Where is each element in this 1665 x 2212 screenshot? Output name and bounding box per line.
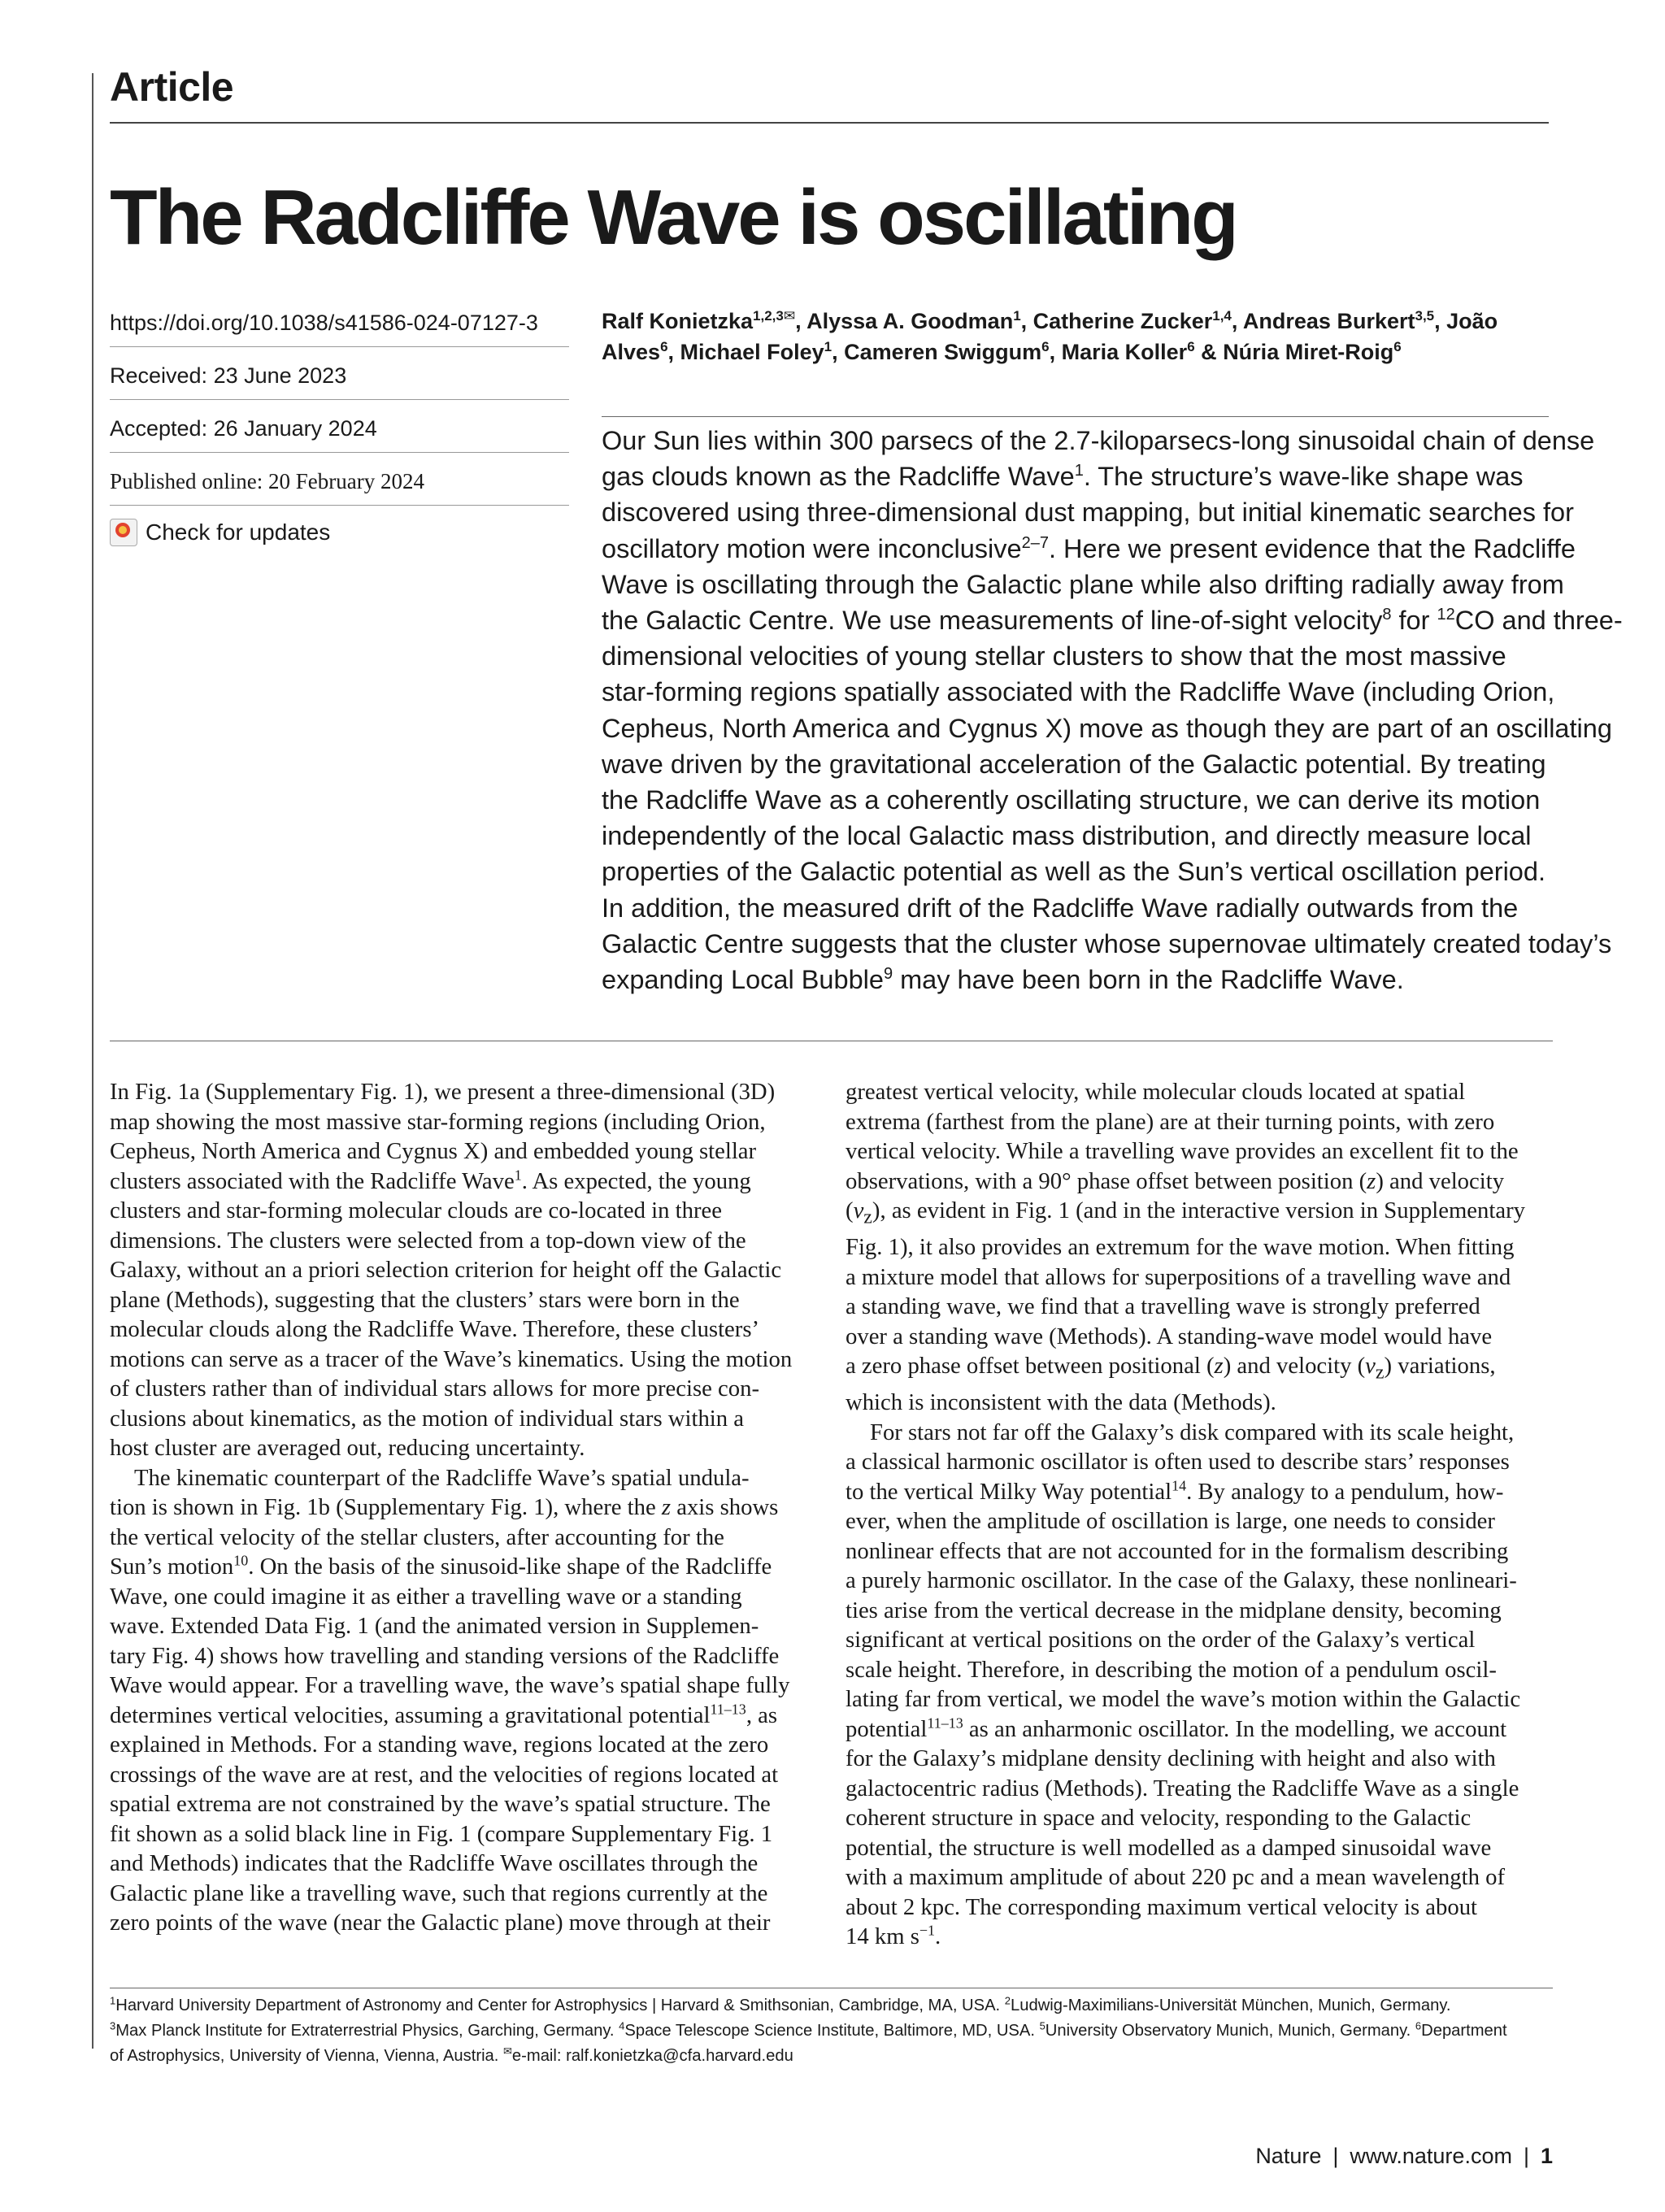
body-line: over a standing wave (Methods). A standing-wave model would have bbox=[846, 1323, 1493, 1349]
author[interactable] bbox=[1062, 340, 1195, 364]
body-line: Galactic plane like a travelling wave, such that regions currently at the bbox=[110, 1880, 768, 1906]
body-line: lating far from vertical, we model the wave’s motion within the Galactic bbox=[846, 1686, 1521, 1713]
author[interactable] bbox=[844, 340, 1050, 364]
body-line: and Methods) indicates that the Radcliffe Wave oscillates through the bbox=[110, 1850, 759, 1876]
abstract-line: dimensional velocities of young stellar clusters to show that the most massive bbox=[602, 641, 1506, 671]
body-line: potential, the structure is well modelled as a damped sinusoidal wave bbox=[846, 1834, 1492, 1861]
journal-website-link[interactable]: www.nature.com bbox=[1350, 2144, 1512, 2168]
author-affiliation: 1 bbox=[1013, 308, 1021, 324]
abstract-line: gas clouds known as the Radcliffe Wave$^1$. The structure’s wave-like shape was bbox=[602, 462, 1524, 492]
check-for-updates-button[interactable] bbox=[110, 519, 569, 546]
body-line: potential$^{11-13}$ as an anharmonic oscillator. In the modelling, we account bbox=[846, 1714, 1507, 1742]
abstract-line: Our Sun lies within 300 parsecs of the 2.7-kiloparsecs-long sinusoidal chain of dense bbox=[602, 426, 1595, 455]
author-name: Cameren Swiggum bbox=[844, 340, 1042, 364]
body-line: with a maximum amplitude of about 220 pc and a mean wavelength of bbox=[846, 1864, 1505, 1891]
author[interactable] bbox=[1243, 309, 1434, 333]
body-line: nonlinear effects that are not accounted for in the formalism describing bbox=[846, 1537, 1509, 1564]
check-for-updates-label: Check for updates bbox=[146, 519, 331, 545]
body-line: extrema (farthest from the plane) are at their turning points, with zero bbox=[846, 1108, 1495, 1135]
author-separator: , bbox=[1049, 340, 1062, 364]
page-number: 1 bbox=[1540, 2144, 1553, 2168]
author-name: Michael Foley bbox=[680, 340, 824, 364]
body-line: for the Galaxy’s midplane density declining with height and also with bbox=[846, 1745, 1496, 1772]
body-line: fit shown as a solid black line in Fig. 1 (compare Supplementary Fig. 1 bbox=[110, 1820, 773, 1847]
author-separator: , bbox=[667, 340, 680, 364]
abstract-line: Cepheus, North America and Cygnus X) move as though they are part of an oscillating bbox=[602, 713, 1612, 743]
article-metadata bbox=[110, 307, 569, 546]
author-affiliation: 1,2,3✉ bbox=[753, 308, 796, 324]
accepted-date: Accepted: 26 January 2024 bbox=[110, 413, 569, 453]
body-line: clusters and star-forming molecular clouds are co-located in three bbox=[110, 1197, 722, 1223]
received-date: Received: 23 June 2023 bbox=[110, 360, 569, 400]
body-line: a classical harmonic oscillator is often used to describe stars’ responses bbox=[846, 1449, 1510, 1475]
author-affiliation: 6 bbox=[1187, 339, 1195, 354]
author-affiliation: 6 bbox=[1041, 339, 1050, 354]
article-type-label: Article bbox=[110, 64, 234, 110]
body-line: a standing wave, we find that a travelling wave is strongly preferred bbox=[846, 1293, 1480, 1320]
body-line: zero points of the wave (near the Galactic plane) move through at their bbox=[110, 1910, 771, 1936]
abstract bbox=[602, 423, 1623, 997]
author-separator: , bbox=[832, 340, 845, 364]
body-line: spatial extrema are not constrained by the wave’s spatial structure. The bbox=[110, 1791, 771, 1817]
abstract-line: the Galactic Centre. We use measurements of line-of-sight velocity$^8$ for $^{12}$CO and three- bbox=[602, 606, 1623, 636]
footnote-line: $^1$Harvard University Department of Astronomy and Center for Astrophysics | Harvard & Smithsonian, Cambridge, MA, USA. $^2$Ludwig-Maximilians-Universität München, Munich, Germany. bbox=[110, 1994, 1451, 2014]
author-name: Andreas Burkert bbox=[1242, 309, 1415, 333]
author[interactable] bbox=[1033, 309, 1232, 333]
abstract-line: oscillatory motion were inconclusive$^{2-7}$. Here we present evidence that the Radcliffe bbox=[602, 533, 1576, 563]
author-name: João Alves bbox=[602, 309, 1498, 364]
body-line: Wave would appear. For a travelling wave, the wave’s spatial shape fully bbox=[110, 1672, 790, 1698]
body-line: The kinematic counterpart of the Radcliffe Wave’s spatial undula- bbox=[134, 1464, 750, 1491]
body-line: about 2 kpc. The corresponding maximum vertical velocity is about bbox=[846, 1893, 1478, 1920]
author-separator: , bbox=[1020, 309, 1033, 333]
body-line: of clusters rather than of individual stars allows for more precise con- bbox=[110, 1375, 760, 1402]
author-affiliation: 1 bbox=[824, 339, 832, 354]
body-line: scale height. Therefore, in describing the motion of a pendulum oscil- bbox=[846, 1656, 1497, 1683]
author[interactable] bbox=[680, 340, 832, 364]
body-line: Fig. 1), it also provides an extremum for the wave motion. When fitting bbox=[846, 1234, 1515, 1261]
author-affiliation: 6 bbox=[1393, 339, 1402, 354]
author-affiliation: 6 bbox=[660, 339, 668, 354]
abstract-line: independently of the local Galactic mass distribution, and directly measure local bbox=[602, 821, 1532, 851]
body-line: galactocentric radius (Methods). Treating the Radcliffe Wave as a single bbox=[846, 1775, 1519, 1801]
article-title: The Radcliffe Wave is oscillating bbox=[110, 174, 1237, 262]
body-line: For stars not far off the Galaxy’s disk compared with its scale height, bbox=[870, 1419, 1515, 1445]
body-line: host cluster are averaged out, reducing uncertainty. bbox=[110, 1435, 585, 1461]
body-line: observations, with a 90° phase offset between position (z) and velocity bbox=[846, 1167, 1505, 1194]
affiliations-footnote bbox=[110, 1993, 1553, 2069]
author-list bbox=[602, 306, 1553, 367]
margin-rule bbox=[92, 73, 93, 2049]
body-line: to the vertical Milky Way potential$^{14}$. By analogy to a pendulum, how- bbox=[846, 1477, 1504, 1505]
body-line: crossings of the wave are at rest, and the velocities of regions located at bbox=[110, 1761, 779, 1788]
abstract-line: Galactic Centre suggests that the cluster whose supernovae ultimately created today’s bbox=[602, 928, 1612, 958]
body-line: molecular clouds along the Radcliffe Wave. Therefore, these clusters’ bbox=[110, 1316, 760, 1342]
abstract-line: properties of the Galactic potential as well as the Sun’s vertical oscillation period. bbox=[602, 857, 1545, 887]
page-footer bbox=[1255, 2144, 1553, 2169]
footnote-line: of Astrophysics, University of Vienna, Vienna, Austria. ✉e-mail: ralf.konietzka@cfa.harvard.edu bbox=[110, 2045, 793, 2065]
author-name: Ralf Konietzka bbox=[602, 309, 754, 333]
abstract-line: the Radcliffe Wave as a coherently oscillating structure, we can derive its motion bbox=[602, 785, 1541, 815]
body-line: vertical velocity. While a travelling wave provides an excellent fit to the bbox=[846, 1138, 1519, 1164]
body-line: greatest vertical velocity, while molecular clouds located at spatial bbox=[846, 1079, 1466, 1105]
body-line: wave. Extended Data Fig. 1 (and the animated version in Supplemen- bbox=[110, 1613, 759, 1639]
body-line: tion is shown in Fig. 1b (Supplementary Fig. 1), where the z axis shows bbox=[110, 1494, 779, 1520]
body-line: explained in Methods. For a standing wave, regions located at the zero bbox=[110, 1732, 769, 1758]
body-line: dimensions. The clusters were selected from a top-down view of the bbox=[110, 1227, 746, 1254]
body-line: a purely harmonic oscillator. In the case of the Galaxy, these nonlineari- bbox=[846, 1567, 1517, 1594]
footer-separator: | bbox=[1523, 2144, 1529, 2168]
published-date: Published online: 20 February 2024 bbox=[110, 466, 569, 506]
title-rule bbox=[110, 122, 1549, 124]
body-line: the vertical velocity of the stellar clusters, after accounting for the bbox=[110, 1523, 724, 1550]
author[interactable] bbox=[1223, 340, 1401, 364]
author-name: Alyssa A. Goodman bbox=[806, 309, 1014, 333]
body-line: clusters associated with the Radcliffe Wave$^1$. As expected, the young bbox=[110, 1166, 751, 1194]
body-line: clusions about kinematics, as the motion of individual stars within a bbox=[110, 1405, 745, 1432]
abstract-line: In addition, the measured drift of the Radcliffe Wave radially outwards from the bbox=[602, 893, 1519, 923]
body-line: Wave, one could imagine it as either a travelling wave or a standing bbox=[110, 1583, 742, 1610]
body-line: plane (Methods), suggesting that the clusters’ stars were born in the bbox=[110, 1286, 740, 1313]
body-line: Sun’s motion$^{10}$. On the basis of the sinusoid-like shape of the Radcliffe bbox=[110, 1552, 772, 1580]
abstract-line: wave driven by the gravitational acceleration of the Galactic potential. By treating bbox=[602, 749, 1546, 779]
author[interactable] bbox=[806, 309, 1021, 333]
author-affiliation: 3,5 bbox=[1415, 308, 1435, 324]
body-line: $(v_z)$, as evident in Fig. 1 (and in the interactive version in Supplementary bbox=[846, 1197, 1525, 1228]
abstract-line: star-forming regions spatially associated with the Radcliffe Wave (including Orion, bbox=[602, 677, 1555, 707]
footnote-line: $^3$Max Planck Institute for Extraterrestrial Physics, Garching, Germany. $^4$Space Telescope Science Institute, Baltimore, MD, USA. $^5$University Observatory Munich, Munich, Germany. $^6$Department bbox=[110, 2019, 1507, 2040]
body-line: a zero phase offset between positional (z) and velocity $(v_z)$ variations, bbox=[846, 1353, 1496, 1384]
body-line: map showing the most massive star-forming regions (including Orion, bbox=[110, 1108, 766, 1135]
body-line: significant at vertical positions on the order of the Galaxy’s vertical bbox=[846, 1627, 1476, 1654]
author-name: Catherine Zucker bbox=[1032, 309, 1213, 333]
journal-name: Nature bbox=[1255, 2144, 1322, 2168]
body-line: tary Fig. 4) shows how travelling and standing versions of the Radcliffe bbox=[110, 1642, 780, 1669]
abstract-line: expanding Local Bubble$^9$ may have been born in the Radcliffe Wave. bbox=[602, 965, 1404, 995]
author-separator: , bbox=[1434, 309, 1447, 333]
crossmark-icon bbox=[110, 519, 137, 546]
author[interactable] bbox=[602, 309, 795, 333]
body-column-left bbox=[110, 1077, 815, 1938]
body-column-right bbox=[846, 1077, 1551, 1952]
body-line: a mixture model that allows for superpositions of a travelling wave and bbox=[846, 1263, 1511, 1290]
body-line: ties arise from the vertical decrease in the midplane density, becoming bbox=[846, 1597, 1502, 1623]
author-name: Maria Koller bbox=[1061, 340, 1188, 364]
abstract-line: Wave is oscillating through the Galactic plane while also drifting radially away from bbox=[602, 569, 1564, 599]
body-line: Cepheus, North America and Cygnus X) and embedded young stellar bbox=[110, 1138, 757, 1164]
abstract-line: discovered using three-dimensional dust mapping, but initial kinematic searches for bbox=[602, 498, 1574, 528]
footer-separator: | bbox=[1332, 2144, 1339, 2168]
author-separator: & bbox=[1194, 340, 1224, 364]
body-line: In Fig. 1a (Supplementary Fig. 1), we present a three-dimensional (3D) bbox=[110, 1079, 776, 1105]
author-separator: , bbox=[1231, 309, 1243, 333]
author-separator: , bbox=[795, 309, 807, 333]
body-line: coherent structure in space and velocity, responding to the Galactic bbox=[846, 1805, 1472, 1832]
body-line: ever, when the amplitude of oscillation is large, one needs to consider bbox=[846, 1508, 1495, 1535]
body-line: 14 km $s^{-1}$. bbox=[846, 1922, 941, 1950]
author-name: Núria Miret-Roig bbox=[1223, 340, 1394, 364]
author-affiliation: 1,4 bbox=[1212, 308, 1232, 324]
body-line: which is inconsistent with the data (Methods). bbox=[846, 1389, 1276, 1416]
body-line: determines vertical velocities, assuming a gravitational potential$^{11-13}$, as bbox=[110, 1700, 778, 1728]
body-line: motions can serve as a tracer of the Wave’s kinematics. Using the motion bbox=[110, 1345, 793, 1372]
body-line: Galaxy, without an a priori selection criterion for height off the Galactic bbox=[110, 1257, 782, 1283]
abstract-rule bbox=[602, 416, 1549, 417]
doi-link[interactable]: https://doi.org/10.1038/s41586-024-07127-3 bbox=[110, 307, 569, 347]
